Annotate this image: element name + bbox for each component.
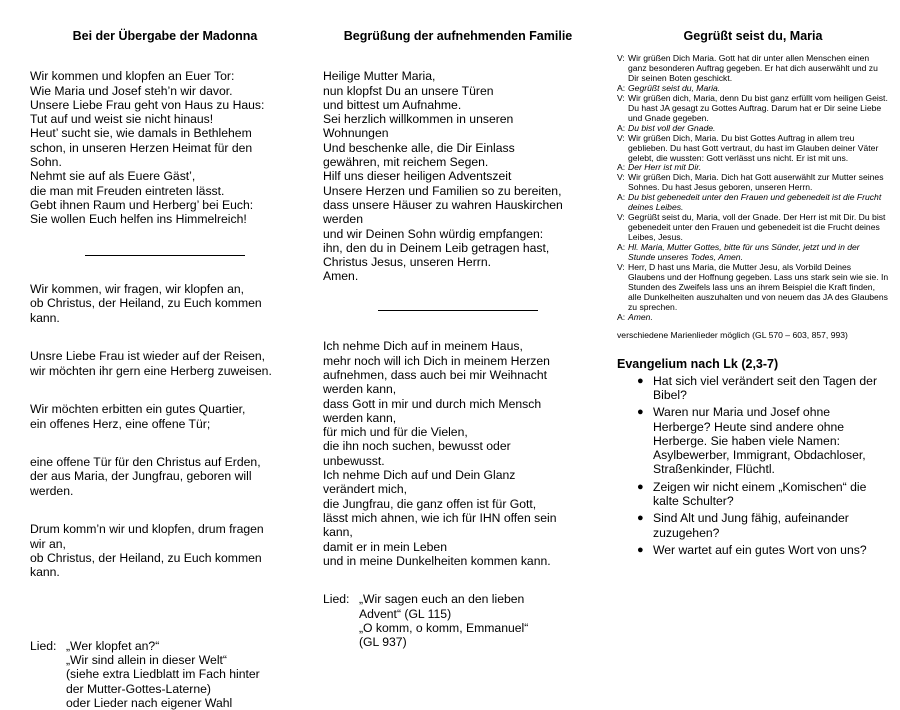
divider-line [85,255,245,256]
stanza: Wir kommen und klopfen an Euer Tor: Wie Maria und Josef steh’n wir davor. Unsere Liebe Frau geht von Haus zu Haus: Tut auf und weist sie nicht hinaus! Heut’ sucht sie, wie damals in Bethlehem schon, in unseren Herzen Heimat für den Sohn. Nehmt sie auf als Euere Gäst’, die man mit Freuden eintreten lässt. Gebt ihnen Raum und Herberg’ bei Euch: Sie wollen Euch helfen ins Himmelreich! [30,69,265,227]
prayer-welcome: Heilige Mutter Maria, nun klopfst Du an unsere Türen und bittest um Aufnahme. Sei herzlich willkommen in unseren Wohnungen Und beschenke alle, die Dir Einlass gewähren, mit reichem Segen. Hilf uns dieser heiligen Adventszeit Unsere Herzen und Familien so zu bereiten, dass unsere Häuser zu wahren Hauskirchen werden und wir Deinen Sohn würdig empfangen: ihn, den du in Deinem Leib getragen hast, Christus Jesus, unseren Herrn. Amen. [323,69,563,284]
litany-verse: V: Wir grüßen Dich, Maria. Dich hat Gott auserwählt zur Mutter seines Sohnes. Du hast Jesus geboren, unseren Herrn. [617,172,884,193]
litany-verse: V: Herr, D hast uns Maria, die Mutter Jesu, als Vorbild Deines Glaubens und der Hoffnung gegeben. Lass uns stark sein wie sie. In Stunden des Zweifels lass uns an ihrem Beispiel die Kraft finden, alle Dunkelheiten auszuhalten und von neuem das JA des Glaubens zu sprechen. [617,262,889,312]
list-item: ● Waren nur Maria und Josef ohne Herberge? Heute sind andere ohne Herberge. Sie haben viele Namen: Asylbewerber, Immigrant, Obdachloser, Straßenkinder, Flüchtl. [637,405,866,477]
bullet-icon: ● [637,512,644,525]
column-madonna [30,0,300,710]
heading-uebergabe: Bei der Übergabe der Madonna [72,29,258,43]
list-item: ● Zeigen wir nicht einem „Komischen“ die kalte Schulter? [637,479,867,509]
song-list: „Wir sagen euch an den lieben Advent“ (GL 115) „O komm, o komm, Emmanuel“ (GL 937) [359,592,529,650]
litany-verse: V: Gegrüßt seist du, Maria, voll der Gnade. Der Herr ist mit Dir. Du bist gebenedeit unter den Frauen und gebenedeit ist die Frucht deines Leibes, Jesus. [617,212,886,243]
litany-response: A: Du bist voll der Gnade. [617,122,716,133]
list-item: ● Sind Alt und Jung fähig, aufeinander zuzugehen? [637,511,849,540]
bullet-icon: ● [637,543,644,556]
litany-response: A: Gegrüßt seist du, Maria. [617,82,721,93]
litany-response: A: Du bist gebenedeit unter den Frauen und gebenedeit ist die Frucht deines Leibes. [617,192,882,213]
column-begruessung [323,0,593,650]
bullet-icon: ● [637,406,644,419]
stanza: Drum komm’n wir und klopfen, drum fragen wir an, ob Christus, der Heiland, zu Euch kommen kann. [30,522,264,580]
marian-songs-note: verschiedene Marienlieder möglich (GL 570 – 603, 857, 993) [617,329,848,340]
song-label: Lied: [30,638,57,653]
song-suggestions [30,639,300,710]
litany-verse: V: Wir grüßen Dich, Maria. Du bist Gottes Auftrag in allem treu geblieben. Du hast Gott vertraut, du hast im Glauben deiner Väter gelebt, die wussten: Gott verlässt uns nicht. Er ist mit uns. [617,132,879,163]
stanza: Wir möchten erbitten ein gutes Quartier, ein offenes Herz, eine offene Tür; [30,402,246,431]
prayer-accept: Ich nehme Dich auf in meinem Haus, mehr noch will ich Dich in meinem Herzen aufnehmen, dass auch bei mir Weihnacht werden kann, dass Gott in mir und durch mich Mensch werden kann, für mich und für die Vielen, die ihn noch suchen, bewusst oder unbewusst. Ich nehme Dich auf und Dein Glanz verändert mich, die Jungfrau, die ganz offen ist für Gott, lässt mich ahnen, wie ich für IHN offen sein kann, damit er in mein Leben und in meine Dunkelheiten kommen kann. [323,339,557,568]
column-gegruesst [617,0,889,560]
list-item: ● Hat sich viel verändert seit den Tagen der Bibel? [637,373,878,402]
heading-gospel: Evangelium nach Lk (2,3-7) [617,356,779,371]
litany-response: A: Amen. [617,311,653,322]
song-suggestions [323,592,593,649]
litany-response: A: Der Herr ist mit Dir. [617,162,702,173]
heading-begruessung: Begrüßung der aufnehmenden Familie [343,29,573,43]
song-label: Lied: [323,592,350,607]
divider-line [378,310,538,311]
stanza: Wir kommen, wir fragen, wir klopfen an, ob Christus, der Heiland, zu Euch kommen kann. [30,282,262,325]
litany-verse: V: Wir grüßen Dich Maria. Gott hat dir unter allen Menschen einen ganz besonderen Auftrag gegeben. Er hat dich auserwählt und zu Dir seinen Boten geschickt. [617,53,878,83]
stanza: eine offene Tür für den Christus auf Erden, der aus Maria, der Jungfrau, geboren will werden. [30,455,261,498]
litany-verse: V: Wir grüßen dich, Maria, denn Du bist ganz erfüllt vom heiligen Geist. Du hast JA gesagt zu Gottes Auftrag. Darum hat er Dir seine Liebe und Gnade gegeben. [617,92,888,123]
song-list: „Wer klopfet an?“ „Wir sind allein in dieser Welt“ (siehe extra Liedblatt im Fach hinter der Mutter-Gottes-Laterne) oder Lieder nach eigener Wahl [66,638,260,710]
bullet-icon: ● [637,374,644,387]
heading-gegruesst: Gegrüßt seist du, Maria [683,29,823,43]
gospel-questions [617,374,889,558]
stanza: Unsre Liebe Frau ist wieder auf der Reisen, wir möchten ihr gern eine Herberg zuweisen. [30,349,272,378]
list-item: ● Wer wartet auf ein gutes Wort von uns? [637,542,867,557]
litany-response: A: Hl. Maria, Mutter Gottes, bitte für uns Sünder, jetzt und in der Stunde unseres Todes, Amen. [617,242,860,263]
litany [617,54,889,341]
bullet-icon: ● [637,480,644,493]
